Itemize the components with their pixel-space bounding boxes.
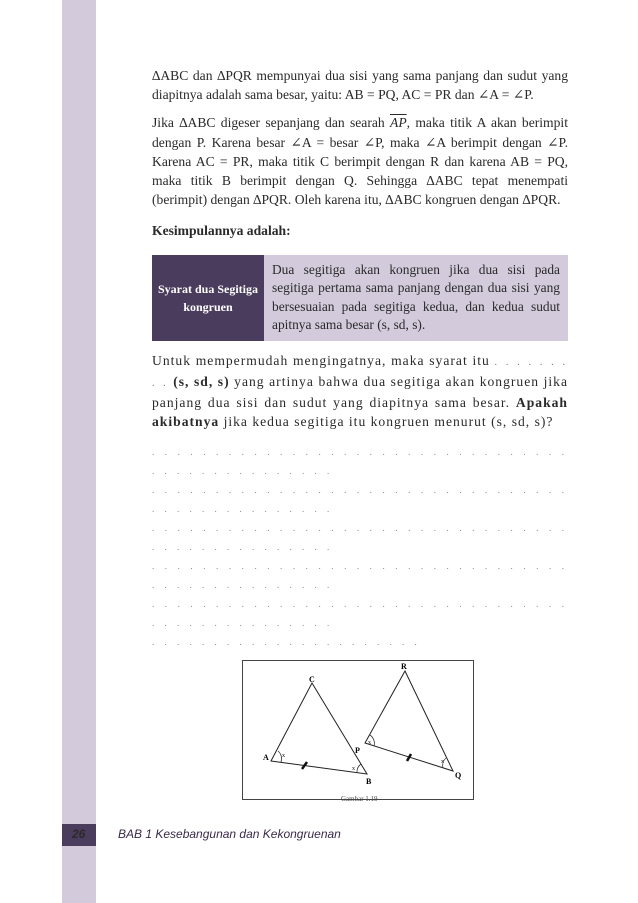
- main-content: [152, 66, 568, 652]
- answer-line: . . . . . . . . . . . . . . . . . . . . . . . . . . . . . . . . . . . . . . . . . . . . . . . .: [152, 599, 568, 629]
- question-bold: Apakah akibatnya: [152, 395, 568, 430]
- paragraph-after-box: [152, 351, 568, 432]
- angle-mark-b: x: [352, 766, 355, 772]
- answer-line: . . . . . . . . . . . . . . . . . . . . . . . . . . . . . . . . . . . . . . . . . . . . . . . .: [152, 523, 568, 553]
- answer-line: . . . . . . . . . . . . . . . . . . . . . . . . . . . . . . . . . . . . . . . . . . . . . . . .: [152, 561, 568, 591]
- triangle-abc: [271, 683, 367, 774]
- angle-mark-p: x: [368, 740, 371, 746]
- vertex-label-p: P: [355, 746, 360, 755]
- tick-pq: [407, 754, 411, 761]
- paragraph-2-part-a: Jika ∆ABC digeser sepanjang dan searah: [152, 115, 391, 131]
- conclusion-heading: Kesimpulannya adalah:: [152, 223, 291, 239]
- angle-mark-a: x: [282, 753, 285, 759]
- paragraph-after-e: jika kedua segitiga itu kongruen menurut (s, sd, s)?: [219, 414, 554, 430]
- angle-mark-q: x: [441, 759, 444, 765]
- vertex-label-c: C: [309, 675, 315, 684]
- angle-arc-b: [357, 764, 361, 773]
- answer-line: . . . . . . . . . . . . . . . . . . . . . . . . . . . . . . . . . . . . . . . . . . . . . . . .: [152, 447, 568, 477]
- vertex-label-r: R: [401, 662, 407, 671]
- vector-ap: $\overline{AP}$: [390, 115, 407, 131]
- triangles-svg: [243, 661, 473, 799]
- condition-box-text: Dua segitiga akan kongruen jika dua sisi pada segitiga pertama sama panjang dengan dua sisi yang bersesuaian pada segitiga kedua, dan kedua sudut apitnya sama besar (s, sd, s).: [264, 255, 568, 341]
- answer-line: . . . . . . . . . . . . . . . . . . . . . .: [152, 637, 421, 648]
- triangle-figure: [242, 660, 474, 800]
- answer-line: . . . . . . . . . . . . . . . . . . . . . . . . . . . . . . . . . . . . . . . . . . . . . . . .: [152, 485, 568, 515]
- paragraph-after-a: Untuk mempermudah mengingatnya, maka syarat itu: [152, 352, 490, 368]
- page-number: 26: [72, 827, 86, 841]
- condition-box-label: Syarat dua Segitiga kongruen: [152, 255, 264, 341]
- paragraph-2-part-b: , maka titik A akan berimpit dengan P. Karena besar ∠A = besar ∠P, maka ∠A berimpit dengan ∠P. Karena AC = PR, maka titik C berimpit dengan R dan karena AB = PQ, maka titik B berimpit dengan Q. Sehingga ∆ABC tepat menempati (berimpit) dengan ∆PQR. Oleh karena itu, ∆ABC kongruen dengan ∆PQR.: [152, 115, 568, 208]
- paragraph-after-c: yang artinya bahwa dua segitiga akan kongruen jika panjang dua sisi dan sudut yang diapitnya sama besar.: [152, 373, 568, 411]
- answer-lines: [152, 443, 568, 652]
- fill-in-dots: . . . . . . . . .: [152, 356, 569, 389]
- vertex-label-b: B: [366, 777, 372, 786]
- figure-caption: Gambar 1.19: [341, 795, 378, 803]
- paragraph-2: [152, 113, 568, 209]
- sss-notation: (s, sd, s): [173, 373, 230, 389]
- vertex-label-a: A: [263, 753, 269, 762]
- chapter-title: BAB 1 Kesebangunan dan Kekongruenan: [118, 827, 341, 841]
- condition-box: [152, 255, 568, 341]
- vertex-label-q: Q: [455, 771, 462, 780]
- paragraph-1: ∆ABC dan ∆PQR mempunyai dua sisi yang sama panjang dan sudut yang diapitnya adalah sama besar, yaitu: AB = PQ, AC = PR dan ∠A = ∠P.: [152, 68, 568, 103]
- page-sidebar-bar: [62, 0, 96, 903]
